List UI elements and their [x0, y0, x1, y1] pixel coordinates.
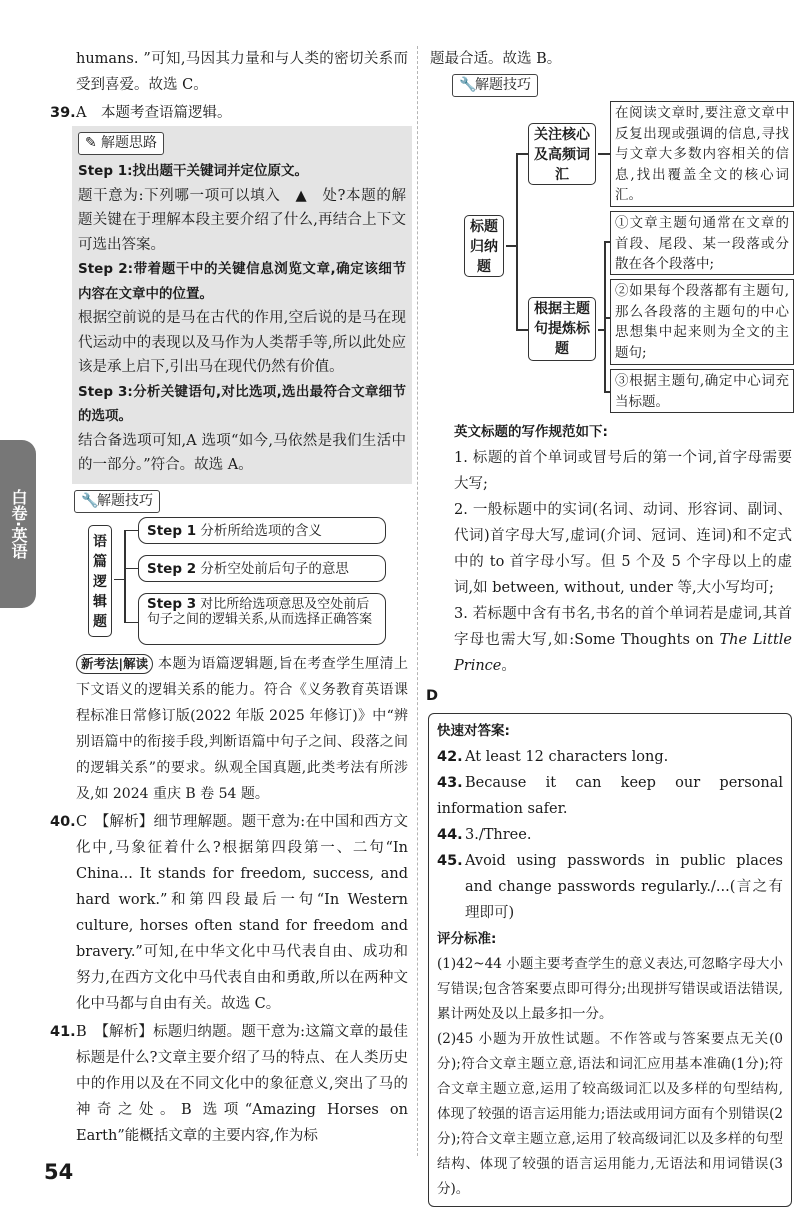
question-40	[50, 809, 408, 1017]
answer-text: 3./Three.	[465, 827, 532, 843]
rule-3-end: 。	[501, 658, 516, 674]
page-number: 54	[44, 1160, 74, 1184]
rule-1: 1. 标题的首个单词或冒号后的第一个词,首字母需要大写;	[454, 450, 792, 492]
question-41-text: B 【解析】标题归纳题。题干意为:这篇文章的最佳标题是什么?文章主要介绍了马的特点、在人类历史中的作用以及在不同文化中的象征意义,突出了马的神奇之处。B 选项“Amazing Horses on Earth”能概括文章的主要内容,作为标	[76, 1023, 408, 1144]
column-divider	[417, 46, 418, 1156]
wrench-icon: 🔧	[81, 492, 99, 509]
answer-44	[437, 822, 783, 848]
topic-item-3: ③根据主题句,确定中心词充当标题。	[610, 369, 794, 413]
question-39-text: A 本题考查语篇逻辑。	[76, 105, 232, 121]
thinking-header-label: 解题思路	[101, 135, 157, 151]
connector	[506, 245, 516, 247]
rules-title: 英文标题的写作规范如下:	[454, 424, 608, 440]
question-39	[50, 100, 408, 126]
skill-header-right	[452, 74, 538, 97]
left-column	[50, 46, 408, 1149]
step2-title: Step 2:带着题干中的关键信息浏览文章,确定该细节内容在文章中的位置。	[78, 261, 406, 302]
answer-text: At least 12 characters long.	[465, 749, 669, 765]
pencil-note-icon: ✎	[85, 135, 97, 151]
new-exam-note	[76, 651, 408, 807]
paragraph-q38-end: humans. ”可知,马因其力量和与人类的密切关系而受到喜爱。故选 C。	[76, 51, 408, 93]
answer-45	[437, 848, 783, 926]
rule-3	[426, 601, 792, 679]
connector	[598, 153, 610, 155]
root-char: 题	[93, 613, 107, 630]
question-40-text: C 【解析】细节理解题。题干意为:在中国和西方文化中,马象征着什么?根据第四段第一、二句“In China... It stands for freedom, success, and hard work.”和第四段最后一句“In Western culture, horses often stand for freedom and bravery.”可知,在中华文化中马代表自由、成功和努力,在西方文化中马代表自由和勇敢,所以在两种文化中马都与自由有关。故选 C。	[76, 813, 408, 1012]
answer-number: 44.	[437, 827, 463, 843]
step3-text: 结合备选项可知,A 选项“如今,马依然是我们生活中的一部分。”符合。故选 A。	[78, 432, 406, 473]
question-41	[50, 1019, 408, 1149]
thinking-header	[78, 132, 164, 155]
topic-item-2: ②如果每个段落都有主题句,那么各段落的主题句的中心思想集中起来则为全文的主题句;	[610, 279, 794, 365]
rule-2: 2. 一般标题中的实词(名词、动词、形容词、副词、代词)首字母大写,虚词(介词、冠词、连词)和不定式中的 to 首字母小写。但 5 个及 5 个字母以上的虚词,如 between, without, under 等,大小写均可;	[454, 502, 792, 596]
skill-header-label: 解题技巧	[97, 492, 153, 509]
diagram-step-1	[138, 517, 386, 544]
answer-number: 45.	[437, 853, 463, 869]
branch-keywords: 关注核心及高频词汇	[528, 123, 596, 185]
question-number: 41.	[50, 1023, 76, 1040]
step3-title: Step 3:分析关键语句,对比选项,选出最符合文章细节的选项。	[78, 383, 406, 424]
new-exam-tag: 新考法|解读	[76, 654, 153, 674]
connector	[604, 241, 606, 391]
tag-label-a: 新考法	[81, 655, 119, 671]
connector	[516, 329, 528, 331]
connector	[114, 579, 124, 581]
answer-42	[437, 744, 783, 770]
skill-header	[74, 490, 160, 513]
root-char: 逻	[93, 573, 107, 590]
answer-number: 43.	[437, 775, 463, 791]
answer-number: 42.	[437, 749, 463, 765]
branch-keywords-text: 在阅读文章时,要注意文章中反复出现或强调的信息,寻找与文章大多数内容相关的信息,找出覆盖全文的核心词汇。	[610, 101, 794, 207]
step1-title: Step 1:找出题干关键词并定位原文。	[78, 163, 308, 179]
quick-answer-title: 快速对答案:	[437, 723, 510, 739]
step-label: Step 3	[147, 595, 197, 612]
connector	[124, 568, 138, 570]
book-title: The Little Prince	[454, 632, 792, 674]
question-41-end: 题最合适。故选 B。	[430, 51, 562, 67]
skill-header-label: 解题技巧	[475, 77, 531, 93]
tag-label-b: 解读	[123, 655, 149, 671]
connector	[516, 153, 518, 329]
new-exam-text: 本题为语篇逻辑题,旨在考查学生厘清上下文语义的逻辑关系的能力。符合《义务教育英语课程标准日常修订版(2022 年版 2025 年修订)》中“辨别语篇中的衔接手段,判断语篇中句子之间、段落之间的逻辑关系”的要求。纵观全国真题,此类考法有所涉及,如 2024 重庆 B 卷 54 题。	[76, 655, 409, 802]
answer-43	[437, 770, 783, 822]
connector	[124, 622, 138, 624]
thinking-panel	[72, 126, 412, 484]
root-char: 篇	[93, 553, 107, 570]
answer-text: Avoid using passwords in public places and change passwords regularly./...(言之有理即可)	[465, 853, 783, 921]
question-number: 39.	[50, 105, 76, 121]
connector	[124, 530, 138, 532]
subject-side-tab: 白卷·英语	[0, 440, 36, 608]
grading-title: 评分标准:	[437, 931, 497, 947]
step-label: Step 2	[147, 560, 197, 577]
diagram-root-title: 标题归纳题	[464, 215, 504, 277]
branch-topic-sentence: 根据主题句提炼标题	[528, 297, 596, 361]
grading-2: (2)45 小题为开放性试题。不作答或与答案要点无关(0分);符合文章主题立意,语法和词汇应用基本准确(1分);符合文章主题立意,运用了较高级词汇以及多样的句型结构,体现了较强的语言运用能力;语法或用词方面有个别错误(2分);符合文章主题立意,运用了较高级词汇以及多样的句型结构、体现了较强的语言运用能力,无语法和用词错误(3分)。	[437, 1031, 783, 1197]
step2-text: 根据空前说的是马在古代的作用,空后说的是马在现代运动中的表现以及马作为人类帮手等,所以此处应该是承上启下,引出马在现代仍然有价值。	[78, 310, 406, 375]
root-char: 语	[93, 533, 107, 550]
answer-box	[428, 713, 792, 1207]
rule-3-text: 3. 若标题中含有书名,书名的首个单词若是虚词,其首字母也需大写,如:Some Thoughts on	[454, 606, 792, 648]
wrench-icon: 🔧	[459, 77, 477, 93]
diagram-root	[88, 525, 112, 637]
step-text: 分析空处前后句子的意思	[196, 560, 349, 577]
logic-diagram	[88, 517, 408, 645]
diagram-step-3	[138, 593, 386, 645]
diagram-step-2	[138, 555, 386, 582]
connector	[516, 153, 528, 155]
step-label: Step 1	[147, 522, 197, 539]
title-diagram	[464, 101, 792, 410]
topic-item-1: ①文章主题句通常在文章的首段、尾段、某一段落或分散在各个段落中;	[610, 211, 794, 275]
section-d: D	[426, 688, 439, 704]
connector	[124, 530, 126, 622]
root-char: 辑	[93, 593, 107, 610]
step-text: 对比所给选项意思及空处前后句子之间的逻辑关系,从而选择正确答案	[147, 596, 373, 627]
right-column	[426, 46, 792, 1207]
step-text: 分析所给选项的含义	[196, 522, 322, 539]
step1-text: 题干意为:下列哪一项可以填入 ▲ 处?本题的解题关键在于理解本段主要介绍了什么,再结合上下文可选出答案。	[78, 187, 406, 253]
answer-text: Because it can keep our personal information safer.	[437, 775, 783, 817]
grading-1: (1)42~44 小题主要考查学生的意义表达,可忽略字母大小写错误;包含答案要点即可得分;出现拼写错误或语法错误,累计两处及以上最多扣一分。	[437, 956, 783, 1022]
question-number: 40.	[50, 813, 76, 830]
